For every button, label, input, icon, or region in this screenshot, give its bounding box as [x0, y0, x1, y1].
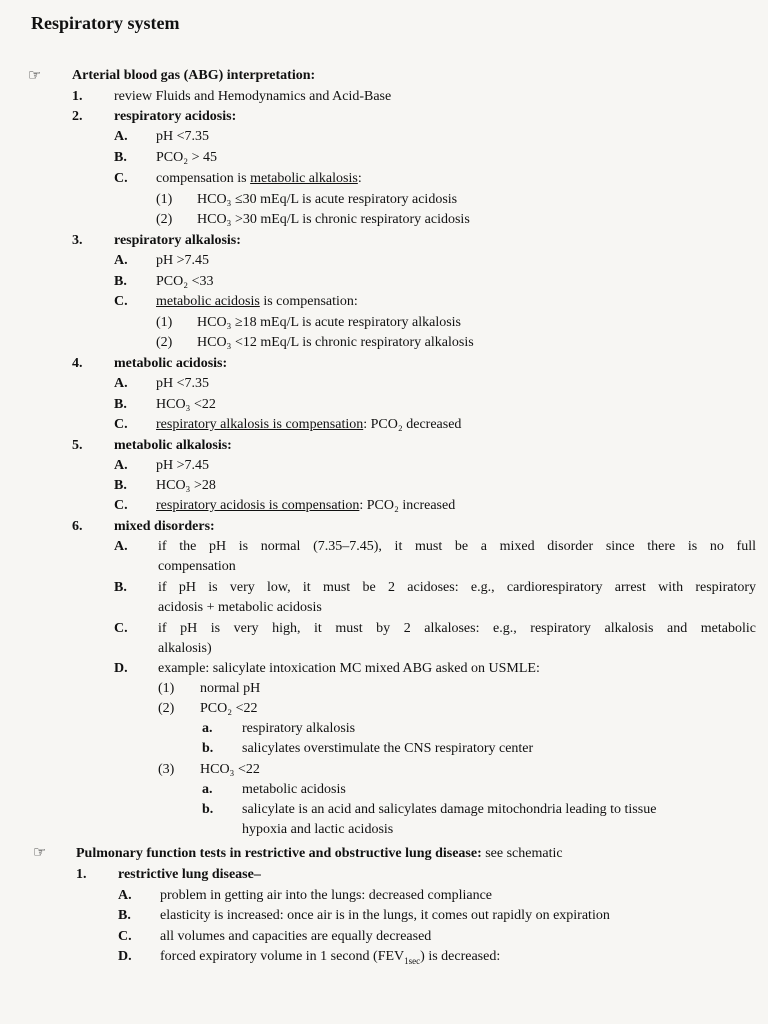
list-item-text: hypoxia and lactic acidosis [242, 822, 394, 837]
list-letter: D. [118, 949, 132, 964]
list-item-text: compensation is metabolic alkalosis: [156, 171, 362, 186]
list-item-text: compensation [158, 559, 236, 574]
sublist-label: (1) [156, 192, 173, 207]
text-run: : PCO₂ decreased [363, 417, 462, 432]
list-item-text: pH <7.35 [156, 129, 210, 144]
list-letter: C. [118, 929, 132, 944]
page-title: Respiratory system [31, 13, 180, 33]
list-item-text: alkalosis) [158, 641, 212, 656]
list-item-heading: metabolic acidosis: [114, 356, 228, 371]
list-number: 6. [72, 519, 83, 534]
list-letter: A. [114, 376, 128, 391]
list-letter: C. [114, 417, 128, 432]
list-item-text: review Fluids and Hemodynamics and Acid-Base [114, 89, 392, 104]
text-run: is compensation: [259, 294, 358, 309]
list-number: 3. [72, 233, 83, 248]
list-letter: A. [114, 253, 128, 268]
text-run: ) is decreased: [420, 949, 501, 964]
list-item-text: normal pH [200, 681, 261, 696]
list-item-heading: respiratory acidosis: [114, 109, 237, 124]
list-item-text: HCO₃ <22 [200, 762, 260, 777]
list-item-text: respiratory alkalosis [242, 721, 356, 736]
sublist-letter: a. [202, 782, 213, 797]
list-number: 1. [72, 89, 83, 104]
list-item-text: PCO₂ > 45 [156, 150, 218, 165]
list-item-text: HCO₃ <12 mEq/L is chronic respiratory alkalosis [197, 335, 474, 350]
list-item-text: HCO₃ <22 [156, 397, 216, 412]
list-letter: D. [114, 661, 128, 676]
list-letter: B. [114, 397, 127, 412]
list-item-text: HCO₃ >30 mEq/L is chronic respiratory acidosis [197, 212, 470, 227]
list-number: 1. [76, 867, 87, 882]
list-letter: A. [114, 129, 128, 144]
underlined-term: metabolic alkalosis [250, 171, 358, 186]
list-item-heading: mixed disorders: [114, 519, 215, 534]
list-item-text: salicylates overstimulate the CNS respiratory center [242, 741, 534, 756]
pointing-hand-icon: ☞ [28, 66, 42, 84]
sublist-label: (2) [158, 701, 175, 716]
list-letter: B. [114, 580, 127, 595]
text-run: forced expiratory volume in 1 second (FEV [160, 949, 405, 964]
pointing-hand-icon: ☞ [33, 843, 47, 861]
list-item-text: example: salicylate intoxication MC mixed ABG asked on USMLE: [158, 661, 540, 676]
list-number: 4. [72, 356, 83, 371]
list-item-text: acidosis + metabolic acidosis [158, 600, 322, 615]
list-number: 2. [72, 109, 83, 124]
underlined-term: respiratory acidosis is compensation [156, 498, 360, 513]
section-heading-pft [76, 845, 563, 863]
list-letter: B. [114, 150, 127, 165]
list-item-text: metabolic acidosis [242, 782, 346, 797]
section-heading-abg: Arterial blood gas (ABG) interpretation: [72, 68, 316, 83]
sublist-letter: b. [202, 741, 214, 756]
list-item-text [160, 948, 500, 966]
list-item-text: HCO₃ ≥18 mEq/L is acute respiratory alkalosis [197, 315, 461, 330]
list-letter: C. [114, 621, 128, 636]
list-letter: B. [114, 274, 127, 289]
text-run: compensation is [156, 171, 251, 186]
list-item-text: if pH is very low, it must be 2 acidoses: e.g., cardiorespiratory arrest with respiratory [158, 580, 756, 595]
list-item-text: PCO₂ <33 [156, 274, 214, 289]
sublist-label: (2) [156, 335, 173, 350]
list-item-text: if pH is very high, it must by 2 alkaloses: e.g., respiratory alkalosis and metabolic [158, 621, 756, 636]
sublist-letter: a. [202, 721, 213, 736]
list-item-heading: metabolic alkalosis: [114, 438, 232, 453]
list-item-text: PCO₂ <22 [200, 701, 258, 716]
sublist-label: (3) [158, 762, 175, 777]
list-letter: A. [114, 458, 128, 473]
list-item-text [156, 293, 358, 311]
list-item-text: pH >7.45 [156, 253, 210, 268]
list-item-text: all volumes and capacities are equally decreased [160, 929, 432, 944]
sublist-label: (2) [156, 212, 173, 227]
list-letter: A. [114, 539, 128, 554]
list-item-heading: restrictive lung disease– [118, 867, 261, 882]
heading-bold-run: Pulmonary function tests in restrictive and obstructive lung disease: [76, 846, 482, 861]
list-letter: A. [118, 888, 132, 903]
list-item-text: pH >7.45 [156, 458, 210, 473]
sublist-label: (1) [156, 315, 173, 330]
text-run: see schematic [481, 846, 563, 861]
list-item-text [156, 416, 461, 434]
list-letter: C. [114, 294, 128, 309]
list-item-text: if the pH is normal (7.35–7.45), it must be a mixed disorder since there is no full [158, 539, 756, 554]
list-item-text: pH <7.35 [156, 376, 210, 391]
list-item-text: problem in getting air into the lungs: decreased compliance [160, 888, 493, 903]
list-letter: B. [118, 908, 131, 923]
list-item-text: HCO₃ >28 [156, 478, 216, 493]
list-item-text: salicylate is an acid and salicylates damage mitochondria leading to tissue [242, 802, 657, 817]
list-letter: B. [114, 478, 127, 493]
list-item-text: elasticity is increased: once air is in the lungs, it comes out rapidly on expiration [160, 908, 610, 923]
list-letter: C. [114, 498, 128, 513]
list-item-text: HCO₃ ≤30 mEq/L is acute respiratory acidosis [197, 192, 458, 207]
list-number: 5. [72, 438, 83, 453]
text-run: : PCO₂ increased [359, 498, 456, 513]
underlined-term: metabolic acidosis [156, 294, 260, 309]
list-letter: C. [114, 171, 128, 186]
list-item-text [156, 497, 455, 515]
sublist-letter: b. [202, 802, 214, 817]
subscript: 1sec [404, 955, 421, 966]
underlined-term: respiratory alkalosis is compensation [156, 417, 364, 432]
list-item-heading: respiratory alkalosis: [114, 233, 241, 248]
sublist-label: (1) [158, 681, 175, 696]
